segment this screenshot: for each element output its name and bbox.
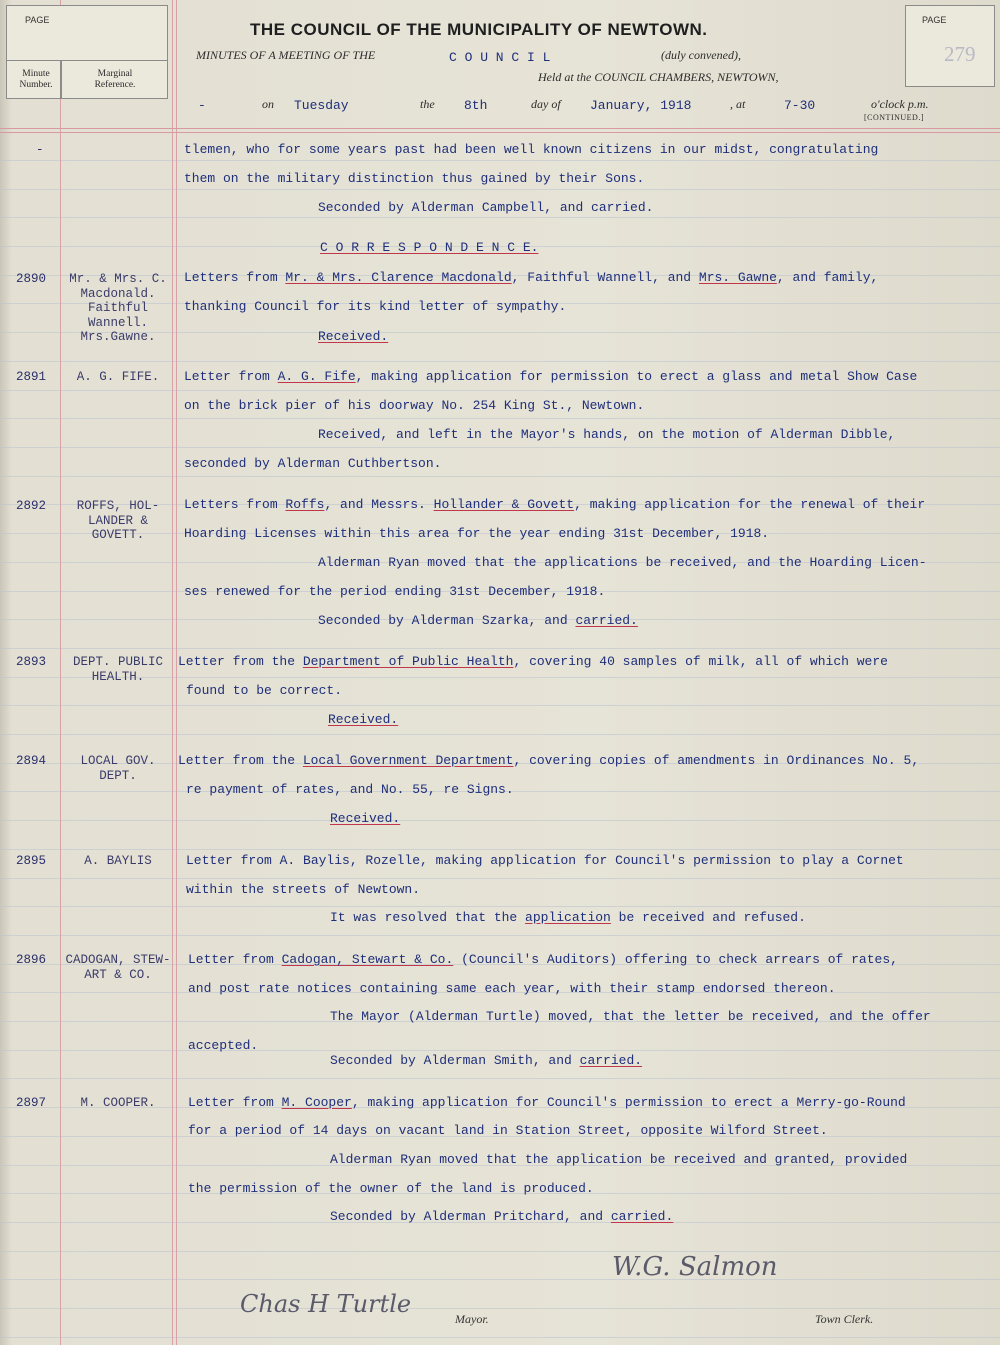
minute-text-line: Letter from M. Cooper, making application for Council's permission to erect a Merry-go-Round: [188, 1095, 906, 1110]
meeting-weekday: Tuesday: [294, 98, 349, 113]
on-label: on: [262, 97, 274, 111]
ruled-line: [0, 160, 1000, 161]
mayor-label: Mayor.: [455, 1312, 489, 1326]
marginal-reference: [62, 370, 174, 385]
marginal-reference: [62, 754, 174, 783]
minute-text-line: Received, and left in the Mayor's hands, on the motion of Alderman Dibble,: [318, 427, 896, 442]
minute-text-line: re payment of rates, and No. 55, re Signs.: [186, 782, 514, 797]
marginal-reference-line: A. G. FIFE.: [76, 370, 160, 384]
ruled-line: [0, 1251, 1000, 1252]
ruled-line: [0, 1078, 1000, 1079]
marginal-reference-header: [60, 60, 168, 99]
minute-text-line: thanking Council for its kind letter of sympathy.: [184, 299, 567, 314]
marginal-reference-line: M. COOPER.: [80, 1096, 156, 1110]
minute-number: 2895: [16, 854, 47, 868]
minutes-of-label: MINUTES OF A MEETING OF THE: [196, 48, 376, 62]
marginal-reference-header-label: Marginal Reference.: [94, 69, 136, 90]
minute-number: 2890: [16, 272, 47, 286]
duly-convened-label: (duly convened),: [661, 48, 741, 62]
marginal-reference-line: Macdonald.: [80, 286, 156, 301]
minute-text-line: Letter from Cadogan, Stewart & Co. (Council's Auditors) offering to check arrears of rates,: [188, 952, 898, 967]
marginal-reference: [62, 953, 174, 982]
the-label: the: [420, 97, 435, 111]
minute-text-line: within the streets of Newtown.: [186, 882, 421, 897]
minute-text-line: Letter from the Local Government Department, covering copies of amendments in Ordinances No. 5,: [178, 753, 920, 768]
day-of-label: day of: [531, 97, 561, 111]
marginal-reference-line: A. BAYLIS: [84, 854, 152, 868]
ruled-line: [0, 476, 1000, 477]
intro-minute-number: -: [36, 143, 44, 157]
ruled-line: [0, 878, 1000, 879]
marginal-reference: [62, 499, 174, 543]
minute-number: 2897: [16, 1096, 47, 1110]
minute-text-line: Letter from A. Baylis, Rozelle, making application for Council's permission to play a Cornet: [186, 853, 904, 868]
continued-label: [CONTINUED.]: [864, 113, 924, 122]
intro-line-3: Seconded by Alderman Campbell, and carried.: [318, 200, 654, 215]
minute-text-line: Alderman Ryan moved that the application be received and granted, provided: [330, 1152, 908, 1167]
minute-text-line: on the brick pier of his doorway No. 254 King St., Newtown.: [184, 398, 645, 413]
ruled-line: [0, 648, 1000, 649]
marginal-reference-line: CADOGAN, STEW-: [65, 953, 171, 967]
marginal-reference-line: LANDER &: [87, 513, 148, 528]
meeting-month-year: January, 1918: [590, 98, 692, 113]
intro-line-2: them on the military distinction thus gained by their Sons.: [184, 171, 645, 186]
header-right-box: [905, 5, 995, 87]
minute-text-line: ses renewed for the period ending 31st December, 1918.: [184, 584, 606, 599]
minute-number-header-label: Minute Number.: [19, 69, 53, 90]
minute-text-line: Letter from A. G. Fife, making application for permission to erect a glass and metal Show Case: [184, 369, 918, 384]
minute-text-line: and post rate notices containing same each year, with their stamp endorsed thereon.: [188, 981, 836, 996]
oclock-label: o'clock p.m.: [871, 97, 929, 111]
page-number: 279: [944, 42, 976, 66]
ruled-line: [0, 361, 1000, 362]
minute-number: 2892: [16, 499, 47, 513]
ruled-line: [0, 1050, 1000, 1051]
ruled-line: [0, 189, 1000, 190]
marginal-reference-line: HEALTH.: [91, 669, 145, 684]
marginal-reference-line: Wannell.: [87, 315, 148, 330]
minute-number: 2893: [16, 655, 47, 669]
marginal-reference-line: ART & CO.: [84, 967, 152, 982]
minute-text-line: seconded by Alderman Cuthbertson.: [184, 456, 442, 471]
header-dash: -: [198, 98, 206, 113]
ruled-line: [0, 705, 1000, 706]
marginal-reference-line: ROFFS, HOL-: [76, 499, 160, 513]
minute-number: 2891: [16, 370, 47, 384]
marginal-reference-column-line-2: [176, 0, 177, 1345]
ruled-line: [0, 390, 1000, 391]
minute-text-line: the permission of the owner of the land is produced.: [188, 1181, 594, 1196]
minute-text-line: Received.: [328, 712, 399, 727]
ruled-line: [0, 734, 1000, 735]
minute-text-line: Received.: [318, 329, 389, 344]
marginal-reference-line: DEPT. PUBLIC: [72, 655, 163, 669]
ruled-line: [0, 906, 1000, 907]
minute-text-line: Letters from Roffs, and Messrs. Hollander & Govett, making application for the renewal of their: [184, 497, 926, 512]
minute-text-line: for a period of 14 days on vacant land in Station Street, opposite Wilford Street.: [188, 1123, 828, 1138]
ruled-line: [0, 820, 1000, 821]
marginal-reference-line: GOVETT.: [91, 528, 145, 542]
page-label-left: PAGE: [25, 15, 50, 25]
ruled-line: [0, 1308, 1000, 1309]
minute-number: 2894: [16, 754, 47, 768]
marginal-reference: [62, 272, 174, 345]
minute-text-line: It was resolved that the application be received and refused.: [330, 910, 806, 925]
minute-number-column-line: [60, 0, 61, 1345]
page-label-right: PAGE: [922, 15, 947, 25]
ruled-line: [0, 935, 1000, 936]
mayor-signature: Chas H Turtle: [240, 1290, 412, 1318]
minute-text-line: accepted.: [188, 1038, 259, 1053]
minute-text-line: Alderman Ryan moved that the applications be received, and the Hoarding Licen-: [318, 555, 927, 570]
correspondence-heading: C O R R E S P O N D E N C E.: [320, 240, 539, 255]
minute-text-line: Hoarding Licenses within this area for the year ending 31st December, 1918.: [184, 526, 770, 541]
ruled-line: [0, 217, 1000, 218]
ruled-line: [0, 418, 1000, 419]
minute-text-line: Letter from the Department of Public Health, covering 40 samples of milk, all of which were: [178, 654, 888, 669]
town-clerk-label: Town Clerk.: [815, 1312, 874, 1326]
ruled-line: [0, 447, 1000, 448]
ruled-line: [0, 1337, 1000, 1338]
marginal-reference: [62, 1096, 174, 1111]
council-title: THE COUNCIL OF THE MUNICIPALITY OF NEWTOWN.: [250, 20, 708, 39]
ruled-line: [0, 849, 1000, 850]
marginal-reference-line: Mrs.Gawne.: [80, 330, 156, 344]
minute-number-header: [6, 60, 62, 99]
at-label: , at: [730, 97, 746, 111]
ruled-line: [0, 1279, 1000, 1280]
minute-text-line: Seconded by Alderman Pritchard, and carried.: [330, 1209, 674, 1224]
marginal-reference: [62, 655, 174, 684]
marginal-reference-line: LOCAL GOV.: [80, 754, 156, 768]
minute-text-line: Letters from Mr. & Mrs. Clarence Macdonald, Faithful Wannell, and Mrs. Gawne, and family,: [184, 270, 879, 285]
minute-text-line: found to be correct.: [186, 683, 343, 698]
meeting-body: C O U N C I L: [449, 50, 551, 65]
minute-text-line: The Mayor (Alderman Turtle) moved, that the letter be received, and the offer: [330, 1009, 931, 1024]
marginal-reference-line: Faithful: [87, 301, 148, 315]
intro-line-1: tlemen, who for some years past had been well known citizens in our midst, congratulating: [184, 142, 879, 157]
marginal-reference-line: DEPT.: [99, 768, 137, 783]
marginal-reference: [62, 854, 174, 869]
marginal-reference-line: Mr. & Mrs. C.: [69, 272, 167, 286]
minute-text-line: Received.: [330, 811, 401, 826]
header-rule-2: [0, 132, 1000, 133]
held-at-label: Held at the COUNCIL CHAMBERS, NEWTOWN,: [538, 70, 779, 84]
town-clerk-signature: W.G. Salmon: [612, 1252, 778, 1282]
minute-text-line: Seconded by Alderman Smith, and carried.: [330, 1053, 643, 1068]
minute-number: 2896: [16, 953, 47, 967]
header-rule: [0, 128, 1000, 129]
meeting-day: 8th: [464, 98, 488, 113]
minute-text-line: Seconded by Alderman Szarka, and carried.: [318, 613, 638, 628]
meeting-time: 7-30: [784, 98, 816, 113]
